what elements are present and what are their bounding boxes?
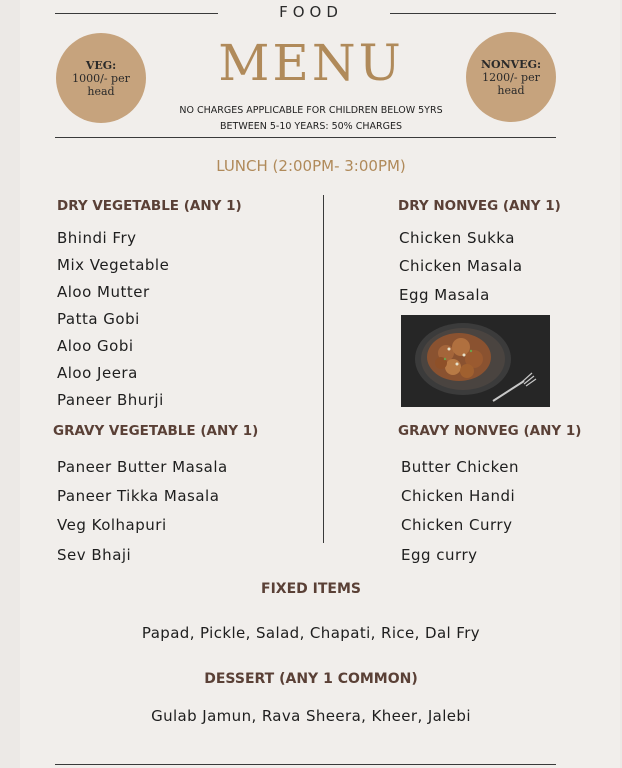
children-note: NO CHARGES APPLICABLE FOR CHILDREN BELOW 5YRS <box>179 105 443 116</box>
list-item: Bhindi Fry <box>57 229 137 247</box>
list-item: Egg curry <box>401 546 478 564</box>
list-item: Aloo Gobi <box>57 337 134 355</box>
nonveg-badge-unit: head <box>497 83 525 97</box>
list-item: Egg Masala <box>399 286 490 304</box>
list-item: Paneer Bhurji <box>57 391 164 409</box>
list-item: Paneer Tikka Masala <box>57 487 220 505</box>
list-item: Chicken Sukka <box>399 229 515 247</box>
dry-nonveg-heading: DRY NONVEG (ANY 1) <box>398 198 561 214</box>
dry-vegetable-heading: DRY VEGETABLE (ANY 1) <box>57 198 242 214</box>
chicken-dish-photo <box>401 315 550 407</box>
fixed-items-text: Papad, Pickle, Salad, Chapati, Rice, Dal Fry <box>141 624 481 642</box>
list-item: Butter Chicken <box>401 458 520 476</box>
age-charge-note: BETWEEN 5-10 YEARS: 50% CHARGES <box>220 121 402 132</box>
column-divider <box>323 195 324 543</box>
list-item: Chicken Curry <box>401 516 513 534</box>
list-item: Chicken Handi <box>401 487 516 505</box>
fixed-items-heading: FIXED ITEMS <box>261 581 361 597</box>
dessert-text: Gulab Jamun, Rava Sheera, Kheer, Jalebi <box>151 707 471 725</box>
list-item: Sev Bhaji <box>57 546 132 564</box>
lunch-title: LUNCH (2:00PM- 3:00PM) <box>216 157 406 175</box>
nonveg-badge-price: 1200/- per <box>482 70 540 84</box>
nonveg-badge-label: NONVEG: <box>480 57 542 71</box>
list-item: Paneer Butter Masala <box>57 458 228 476</box>
list-item: Mix Vegetable <box>57 256 170 274</box>
list-item: Chicken Masala <box>399 257 523 275</box>
gravy-nonveg-heading: GRAVY NONVEG (ANY 1) <box>398 423 582 439</box>
veg-badge-unit: head <box>87 84 115 98</box>
veg-badge-price: 1000/- per <box>72 71 130 85</box>
list-item: Aloo Mutter <box>57 283 150 301</box>
header-divider <box>55 137 556 138</box>
list-item: Veg Kolhapuri <box>57 516 167 534</box>
gravy-vegetable-heading: GRAVY VEGETABLE (ANY 1) <box>53 423 259 439</box>
dessert-heading: DESSERT (ANY 1 COMMON) <box>204 671 418 687</box>
food-label: FOOD <box>279 3 343 21</box>
list-item: Aloo Jeera <box>57 364 138 382</box>
bottom-rule <box>55 764 556 765</box>
veg-badge-label: VEG: <box>85 58 117 72</box>
list-item: Patta Gobi <box>57 310 140 328</box>
menu-title: MENU <box>218 34 404 92</box>
